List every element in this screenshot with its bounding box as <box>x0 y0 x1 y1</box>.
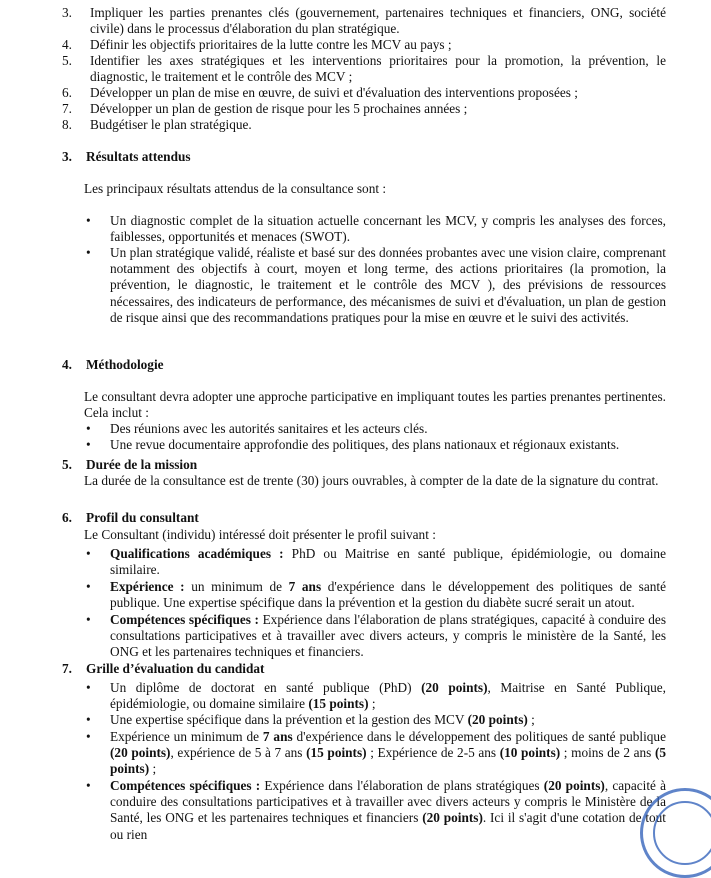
bullet-text: Qualifications académiques : PhD ou Maitrise en santé publique, épidémiologie, ou domaine similaire. <box>110 546 666 578</box>
objective-number: 8. <box>62 117 72 132</box>
duration-text: La durée de la consultance est de trente (30) jours ouvrables, à compter de la date de la signature du contrat. <box>84 473 659 488</box>
objective-number: 3. <box>62 5 72 20</box>
bullet-marker: • <box>86 712 91 727</box>
bullet-marker: • <box>86 546 91 561</box>
section-number: 6. <box>62 510 72 525</box>
objective-text: Développer un plan de gestion de risque pour les 5 prochaines années ; <box>90 101 468 116</box>
bullet-label: Qualifications académiques : <box>110 546 284 561</box>
section-title: Méthodologie <box>86 357 164 372</box>
section-title: Résultats attendus <box>86 149 191 164</box>
bullet-text: Compétences spécifiques : Expérience dans l'élaboration de plans stratégiques (20 points), capacité à conduire des consultations participatives et à travailler avec divers acteurs y compris le Ministère de la Santé, les ONG et les partenaires techniques et financiers (20 points). Ici il s'agit d'une cotation de tout ou rien <box>110 778 667 842</box>
objective-number: 4. <box>62 37 72 52</box>
bullet-text: Un diagnostic complet de la situation actuelle concernant les MCV, y compris les analyses des forces, faiblesses, opportunités et menaces (SWOT). <box>110 213 666 245</box>
section-title: Durée de la mission <box>86 457 198 472</box>
bullet-text: Compétences spécifiques : Expérience dans l'élaboration de plans stratégiques, capacité à conduire des consultations participatives et à travailler avec divers acteurs, y compris le ministère de la Santé, les ONG et les partenaires techniques et financiers. <box>110 612 666 660</box>
bullet-text: Expérience : un minimum de 7 ans d'expérience dans le développement des politiques de santé publique. Une expertise spécifique dans la prévention et la gestion du diabète sucré serait un atout. <box>110 579 666 611</box>
section-number: 3. <box>62 149 72 164</box>
bullet-text: Un plan stratégique validé, réaliste et basé sur des données probantes avec une vision claire, comprenant notamment des objectifs à court, moyen et long terme, des actions prioritaires (la promotion, la prévention, le diagnostic, le traitement et le contrôle des MCV ), des prévisions de ressources nécessaires, des indicateurs de performance, des mécanismes de suivi et d'évaluation, un plan de gestion de risque ainsi que des recommandations pratiques pour la mise en œuvre et le suivi des activités. <box>110 245 666 325</box>
bullet-marker: • <box>86 579 91 594</box>
bullet-text: Une revue documentaire approfondie des politiques, des plans nationaux et régionaux existants. <box>110 437 620 452</box>
section-number: 5. <box>62 457 72 472</box>
section-title: Profil du consultant <box>86 510 199 525</box>
results-intro: Les principaux résultats attendus de la consultance sont : <box>84 181 387 196</box>
bullet-marker: • <box>86 245 91 260</box>
bullet-marker: • <box>86 213 91 228</box>
objective-text: Définir les objectifs prioritaires de la lutte contre les MCV au pays ; <box>90 37 452 52</box>
objective-text: Identifier les axes stratégiques et les interventions prioritaires pour la promotion, la prévention, le diagnostic, le traitement et le contrôle des MCV ; <box>90 53 666 85</box>
bullet-text: Des réunions avec les autorités sanitaires et les acteurs clés. <box>110 421 428 436</box>
bullet-marker: • <box>86 680 91 695</box>
section-number: 4. <box>62 357 72 372</box>
bullet-marker: • <box>86 778 91 793</box>
bullet-label: Expérience : <box>110 579 185 594</box>
bullet-text: Une expertise spécifique dans la prévention et la gestion des MCV (20 points) ; <box>110 712 535 727</box>
stamp-inner-ring <box>653 801 711 865</box>
objective-text: Développer un plan de mise en œuvre, de suivi et d'évaluation des interventions proposées ; <box>90 85 578 100</box>
bullet-text: Expérience un minimum de 7 ans d'expérience dans le développement des politiques de santé publique (20 points), expérience de 5 à 7 ans (15 points) ; Expérience de 2-5 ans (10 points) ; moins de 2 ans (5 points) ; <box>110 729 667 777</box>
bullet-text: Un diplôme de doctorat en santé publique (PhD) (20 points), Maitrise en Santé Publique, épidémiologie, ou domaine similaire (15 points) ; <box>110 680 666 712</box>
bullet-label: Compétences spécifiques : <box>110 778 261 793</box>
profile-intro: Le Consultant (individu) intéressé doit présenter le profil suivant : <box>84 527 436 542</box>
objective-number: 5. <box>62 53 72 68</box>
objective-text: Impliquer les parties prenantes clés (gouvernement, partenaires techniques et financiers, ONG, société civile) dans le processus d'élaboration du plan stratégique. <box>90 5 666 37</box>
bullet-marker: • <box>86 729 91 744</box>
methodology-intro: Le consultant devra adopter une approche participative en impliquant toutes les parties prenantes pertinentes. Cela inclut : <box>84 389 666 421</box>
objective-text: Budgétiser le plan stratégique. <box>90 117 252 132</box>
objective-number: 6. <box>62 85 72 100</box>
bullet-marker: • <box>86 437 91 452</box>
bullet-marker: • <box>86 612 91 627</box>
bullet-marker: • <box>86 421 91 436</box>
bullet-label: Compétences spécifiques : <box>110 612 259 627</box>
section-number: 7. <box>62 661 72 676</box>
section-title: Grille d’évaluation du candidat <box>86 661 265 676</box>
objective-number: 7. <box>62 101 72 116</box>
